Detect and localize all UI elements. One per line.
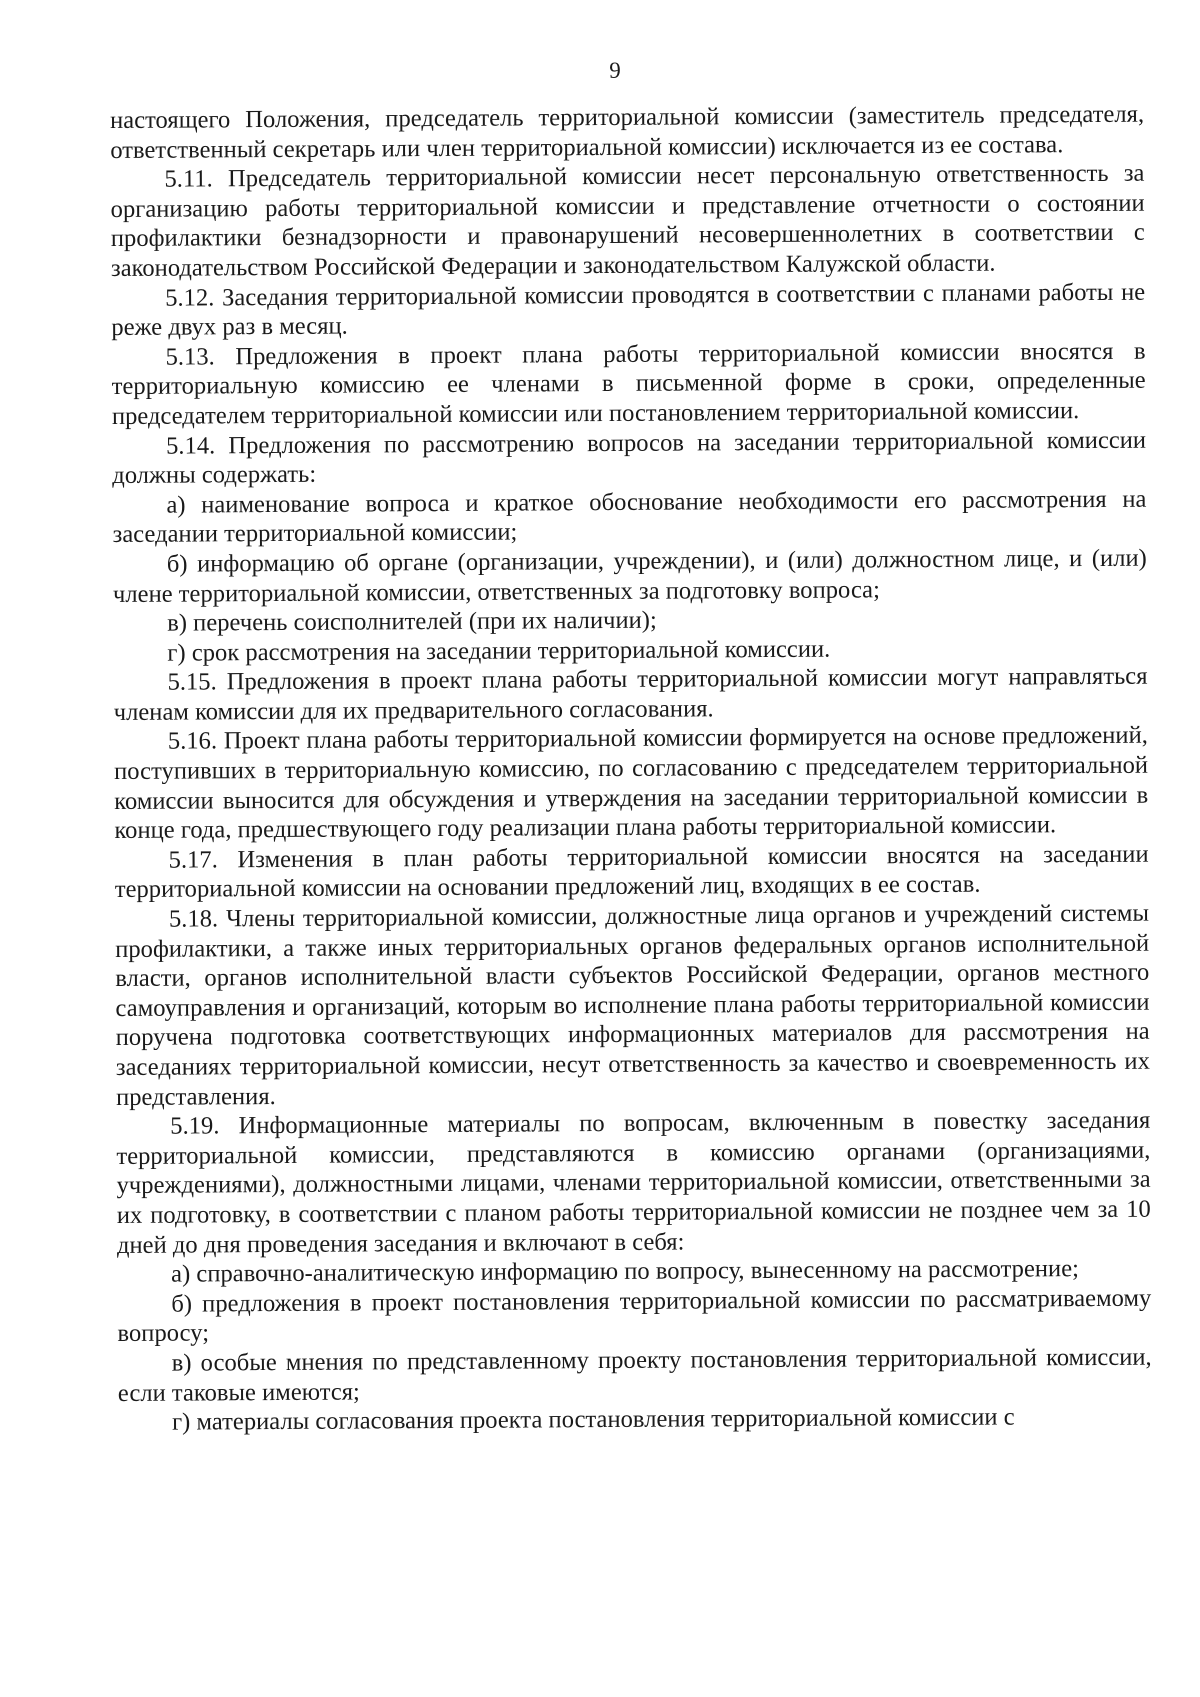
paragraph-5-11: 5.11. Председатель территориальной комиссии несет персональную ответственность за организацию работы территориальной комиссии и представление отчетности о состоянии профилактики безнадзорности и правонарушений несовершеннолетних в соответствии с законодательством Российской Федерации и законодательством Калужской области. <box>110 159 1145 282</box>
paragraph-5-14: 5.14. Предложения по рассмотрению вопросов на заседании территориальной комиссии должны содержать: <box>112 426 1147 490</box>
list-item-5-19-a: а) справочно-аналитическую информацию по вопросу, вынесенному на рассмотрение; <box>171 1255 1080 1288</box>
list-item-5-19-v: в) особые мнения по представленному проекту постановления территориальной комиссии, если таковые имеются; <box>117 1343 1152 1407</box>
list-item-5-19-g: г) материалы согласования проекта постановления территориальной комиссии с <box>171 1403 1015 1436</box>
paragraph-5-17: 5.17. Изменения в план работы территориальной комиссии вносятся на заседании территориальной комиссии на основании предложений лиц, входящих в ее состав. <box>114 840 1149 904</box>
list-item-5-14-a: а) наименование вопроса и краткое обоснование необходимости его рассмотрения на заседании территориальной комиссии; <box>112 485 1147 549</box>
list-item-5-14-v: в) перечень соисполнителей (при их наличии); <box>167 606 657 637</box>
list-item-5-14-g: г) срок рассмотрения на заседании территориальной комиссии. <box>167 635 831 667</box>
list-item-5-14-b: б) информацию об органе (организации, учреждении), и (или) должностном лице, и (или) члене территориальной комиссии, ответственных за подготовку вопроса; <box>112 544 1147 608</box>
paragraph-5-18: 5.18. Члены территориальной комиссии, должностные лица органов и учреждений системы профилактики, а также иных территориальных органов федеральных органов исполнительной власти, органов исполнительной власти субъектов Российской Федерации, органов местного самоуправления и организаций, которым во исполнение плана работы территориальной комиссии поручена подготовка соответствующих информационных материалов для рассмотрения на заседаниях территориальной комиссии, несут ответственность за качество и своевременность их представления. <box>115 899 1150 1111</box>
paragraph-5-12: 5.12. Заседания территориальной комиссии проводятся в соответствии с планами работы не реже двух раз в месяц. <box>111 278 1146 342</box>
page-number: 9 <box>609 58 621 83</box>
document-body <box>110 100 1152 1438</box>
paragraph-continuation: настоящего Положения, председатель территориальной комиссии (заместитель председателя, ответственный секретарь или член территориальной комиссии) исключается из ее состава. <box>110 100 1145 164</box>
paragraph-5-19: 5.19. Информационные материалы по вопросам, включенным в повестку заседания территориальной комиссии, представляются в комиссию органами (организациями, учреждениями), должностными лицами, членами территориальной комиссии, ответственными за их подготовку, в соответствии с планом работы территориальной комиссии не позднее чем за 10 дней до дня проведения заседания и включают в себя: <box>116 1106 1151 1259</box>
paragraph-5-13: 5.13. Предложения в проект плана работы территориальной комиссии вносятся в территориальную комиссию ее членами в письменной форме в сроки, определенные председателем территориальной комиссии или постановлением территориальной комиссии. <box>111 337 1146 430</box>
list-item-5-19-b: б) предложения в проект постановления территориальной комиссии по рассматриваемому вопросу; <box>117 1284 1152 1348</box>
paragraph-5-16: 5.16. Проект плана работы территориальной комиссии формируется на основе предложений, поступивших в территориальную комиссию, по согласованию с председателем территориальной комиссии выносится для обсуждения и утверждения на заседании территориальной комиссии в конце года, предшествующего году реализации плана работы территориальной комиссии. <box>113 722 1149 845</box>
paragraph-5-15: 5.15. Предложения в проект плана работы территориальной комиссии могут направляться членам комиссии для их предварительного согласования. <box>113 662 1148 726</box>
